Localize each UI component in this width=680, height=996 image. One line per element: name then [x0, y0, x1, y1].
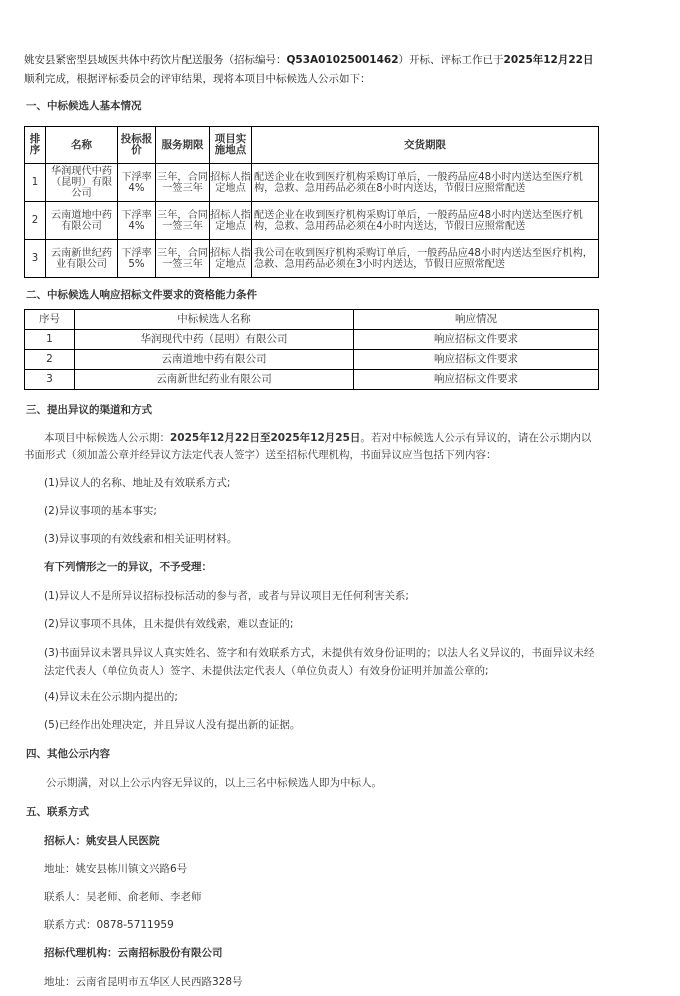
buyer-phone: 联系方式：0878-5711959	[44, 919, 174, 931]
opening-date: 2025年12月22日	[503, 54, 594, 66]
place-text: 招标人指定地点	[210, 247, 251, 270]
period-text: 三年，合同一签三年	[157, 171, 208, 194]
no-cell: 2	[25, 350, 75, 370]
list-item: (4)异议未在公示期内提出的;	[44, 691, 178, 703]
list-item: (2)异议事项的基本事实;	[44, 505, 157, 517]
agent-name: 招标代理机构：云南招标股份有限公司	[44, 947, 223, 959]
price-cell	[118, 202, 156, 240]
section-4-title: 四、其他公示内容	[26, 748, 110, 760]
list-item: (1)异议人的名称、地址及有效联系方式;	[44, 477, 231, 489]
place-text: 招标人指定地点	[210, 171, 251, 194]
period-text: 三年，合同一签三年	[157, 247, 208, 270]
price-cell	[118, 164, 156, 202]
section-4-text: 公示期满，对以上公示内容无异议的，以上三名中标候选人即为中标人。	[46, 777, 382, 789]
name-cell	[46, 202, 118, 240]
col-candidate-header: 中标候选人名称	[75, 310, 354, 330]
list-item: (1)异议人不是所异议招标投标活动的参与者，或者与异议项目无任何利害关系;	[44, 590, 409, 602]
delivery-text: 配送企业在收到医疗机构采购订单后，一般药品应48小时内送达至医疗机构，急救、急用药品必须在4小时内送达，节假日应照常配送	[254, 209, 583, 232]
table-row	[25, 164, 599, 202]
col-name-header: 名称	[46, 127, 118, 164]
buyer-name: 招标人：姚安县人民医院	[44, 835, 160, 847]
list-item: (5)已经作出处理决定，并且异议人没有提出新的证据。	[44, 719, 301, 731]
intro-text-2: ）开标、评标工作已于	[398, 54, 504, 66]
col-place-header: 项目实施地点	[210, 127, 252, 164]
response-cell: 响应招标文件要求	[354, 330, 599, 350]
rank-cell: 1	[25, 164, 46, 202]
no-cell: 3	[25, 370, 75, 390]
list-item: (3)书面异议未署具异议人真实姓名、签字和有效联系方式，未提供有效身份证明的；以法人名义异议的，书面异议未经法定代表人（单位负责人）签字、未提供法定代表人（单位负责人）有效身份证明并加盖公章的;	[44, 647, 595, 677]
period-cell	[156, 240, 210, 278]
table-row	[25, 370, 599, 390]
candidate-cell: 华润现代中药（昆明）有限公司	[75, 330, 354, 350]
candidates-table	[24, 126, 599, 278]
qualification-header-row	[25, 310, 599, 330]
col-period-header: 服务期限	[156, 127, 210, 164]
objection-period-paragraph	[24, 430, 599, 464]
rank-cell: 2	[25, 202, 46, 240]
reject-title: 有下列情形之一的异议，不予受理：	[44, 561, 212, 573]
name-cell	[46, 164, 118, 202]
delivery-cell	[252, 202, 599, 240]
price-cell	[118, 240, 156, 278]
qualification-table	[24, 309, 599, 390]
name-text: 云南新世纪药业有限公司	[50, 247, 113, 270]
price-text: 下浮率4%	[121, 171, 152, 194]
delivery-text: 配送企业在收到医疗机构采购订单后，一般药品应48小时内送达至医疗机构，急救、急用药品必须在8小时内送达，节假日应照常配送	[254, 171, 583, 194]
delivery-text: 我公司在收到医疗机构采购订单后，一般药品应48小时内送达至医疗机构，急救、急用药品必须在3小时内送达，节假日应照常配送	[254, 247, 593, 270]
price-text: 下浮率5%	[121, 247, 152, 270]
col-response-header: 响应情况	[354, 310, 599, 330]
intro-text-3: 顺利完成，根据评标委员会的评审结果，现将本项目中标候选人公示如下：	[24, 73, 371, 85]
buyer-contact: 联系人：吴老师、俞老师、李老师	[44, 891, 202, 903]
objection-text-b: 。若对中标候选人公示有异议的，请在公示期内以书面形式（须加盖公章并经异议方法定代表人签字）送至招标代理机构，书面异议应当包括下列内容：	[24, 432, 592, 461]
price-text: 下浮率4%	[121, 209, 152, 232]
candidates-header-row	[25, 127, 599, 164]
candidate-cell: 云南新世纪药业有限公司	[75, 370, 354, 390]
response-cell: 响应招标文件要求	[354, 370, 599, 390]
section-1-title: 一、中标候选人基本情况	[26, 100, 142, 112]
period-cell	[156, 202, 210, 240]
objection-period: 2025年12月22日至2025年12月25日	[170, 432, 361, 444]
col-price-header: 投标报价	[118, 127, 156, 164]
section-3-title: 三、提出异议的渠道和方式	[26, 404, 152, 416]
table-row	[25, 330, 599, 350]
period-cell	[156, 164, 210, 202]
candidate-cell: 云南道地中药有限公司	[75, 350, 354, 370]
place-cell	[210, 240, 252, 278]
delivery-cell	[252, 164, 599, 202]
delivery-cell	[252, 240, 599, 278]
place-cell	[210, 202, 252, 240]
buyer-address: 地址：姚安县栋川镇文兴路6号	[44, 863, 188, 875]
intro-text-1: 姚安县紧密型县域医共体中药饮片配送服务（招标编号：	[24, 54, 287, 66]
no-cell: 1	[25, 330, 75, 350]
name-text: 云南道地中药有限公司	[50, 209, 113, 232]
tender-code: Q53A01025001462	[286, 54, 399, 66]
name-cell	[46, 240, 118, 278]
intro-paragraph	[24, 51, 599, 89]
list-item: (2)异议事项不具体，且未提供有效线索，难以查证的;	[44, 618, 294, 630]
period-text: 三年，合同一签三年	[157, 209, 208, 232]
objection-text-a: 本项目中标候选人公示期：	[44, 432, 170, 444]
name-text: 华润现代中药（昆明）有限公司	[50, 166, 113, 199]
rank-cell: 3	[25, 240, 46, 278]
list-item: (3)异议事项的有效线索和相关证明材料。	[44, 533, 238, 545]
col-rank-header: 排序	[25, 127, 46, 164]
section-2-title: 二、中标候选人响应招标文件要求的资格能力条件	[26, 289, 257, 301]
col-delivery-header: 交货期限	[252, 127, 599, 164]
place-text: 招标人指定地点	[210, 209, 251, 232]
col-no-header: 序号	[25, 310, 75, 330]
response-cell: 响应招标文件要求	[354, 350, 599, 370]
agent-address: 地址：云南省昆明市五华区人民西路328号	[44, 976, 243, 988]
table-row	[25, 350, 599, 370]
section-5-title: 五、联系方式	[26, 806, 89, 818]
place-cell	[210, 164, 252, 202]
table-row	[25, 240, 599, 278]
table-row	[25, 202, 599, 240]
